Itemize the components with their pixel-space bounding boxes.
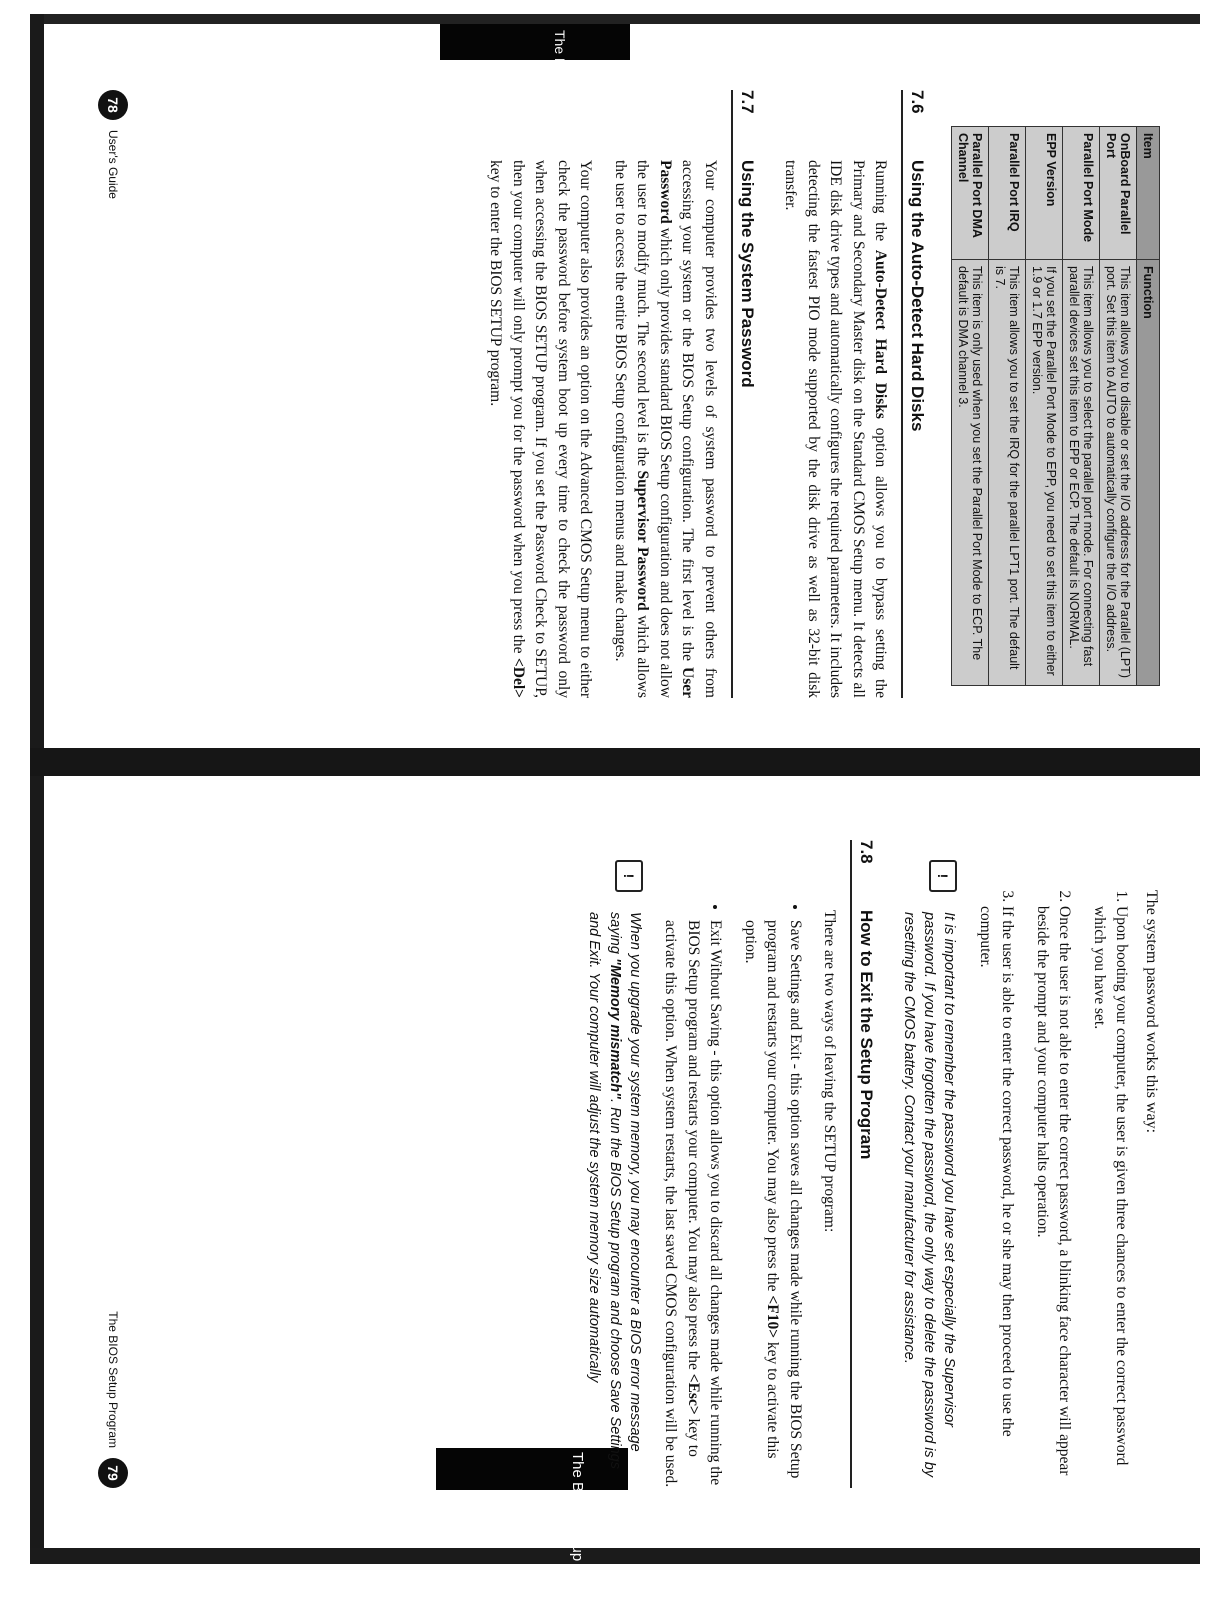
table-cell-item: EPP Version [1026, 127, 1063, 260]
bold-term: Supervisor Password [634, 470, 652, 611]
table-row [1063, 127, 1100, 686]
parallel-port-table [951, 126, 1160, 686]
table-cell-function: This item allows you to disable or set the I/O address for the Parallel (LPT) port. Set this item to AUTO to automatically configure the I/O address. [1100, 260, 1137, 686]
bold-term: User Password [656, 160, 697, 698]
text-run: key to activate this option. When system restarts, the last saved CMOS configuration will be used. [662, 920, 702, 1488]
text-run: Your computer provides two levels of system password to prevent others from accessing your system or the BIOS Setup configuration. The first level is the [679, 160, 719, 698]
list-item: 1. Upon booting your computer, the user is given three chances to enter the correct password which you have set. [1087, 906, 1132, 1488]
page-footer [98, 830, 128, 1498]
footer-label: User's Guide [106, 130, 120, 199]
list-item: 3. If the user is able to enter the correct password, he or she may then proceed to use the computer. [973, 906, 1018, 1488]
info-note-icon: ! [615, 860, 643, 892]
table-cell-item: OnBoard Parallel Port [1100, 127, 1137, 260]
section-title: Using the Auto-Detect Hard Disks [908, 160, 927, 432]
table-cell-item: Parallel Port DMA Channel [952, 127, 989, 260]
section-heading-7-7 [731, 90, 757, 698]
note-callout [584, 860, 645, 1488]
text-run: Exit Without Saving - this option allows you to discard all changes made while running the BIOS Setup program and restarts your computer. You may also press the [684, 920, 725, 1486]
page-footer [98, 80, 128, 698]
scan-border-left [30, 14, 44, 1564]
text-run: Running the [872, 160, 889, 250]
text-run: option allows you to bypass setting the Primary and Secondary Master disk on the Standard CMOS Setup menu. It detects all IDE disk drive types and automatically configures the required parameters. It includes detecting the fastest PIO mode supported by the disk drive as well as 32-bit disk transfer. [782, 160, 889, 698]
table-cell-item: Parallel Port IRQ [989, 127, 1026, 260]
info-note-icon: ! [929, 860, 957, 892]
section-heading-7-6 [901, 90, 927, 698]
list-item: 2. Once the user is not able to enter the correct password, a blinking face character will appear beside the prompt and your computer halts operation. [1030, 906, 1075, 1488]
note-text: It is important to remember the password you have set especially the Supervisor password. If you have forgotten the password, the only way to delete the password is by resetting the CMOS battery. Contact your manufacturer for assistance. [900, 912, 958, 1478]
paragraph [779, 160, 891, 698]
page-78 [70, 30, 1200, 748]
table-row [1026, 127, 1063, 686]
paragraph: There are two ways of leaving the SETUP program: [821, 910, 839, 1233]
scan-border-top [30, 14, 1200, 24]
note-text [584, 912, 645, 1488]
paragraph [484, 160, 596, 698]
paragraph [608, 160, 720, 698]
table-header-row [1137, 127, 1160, 686]
note-callout [898, 860, 959, 1488]
page-79 [70, 780, 1200, 1548]
section-title: Using the System Password [737, 160, 757, 388]
key-name: <F10> [764, 1295, 782, 1339]
section-number: 7.7 [737, 90, 757, 114]
table-cell-function: This item allows you to select the parallel port mode. For connecting fast parallel devices set this item to EPP or ECP. The default is NORMAL. [1063, 260, 1100, 686]
table-cell-function: If you set the Parallel Port Mode to EPP, you need to set this item to either 1.9 or 1.7 EPP version. [1026, 260, 1063, 686]
table-cell-function: This item is only used when you set the Parallel Port Mode to ECP. The default is DMA channel 3. [952, 260, 989, 686]
bold-term: "Memory mismatch" [606, 957, 623, 1100]
footer-label: The BIOS Setup Program [106, 1311, 120, 1448]
table-cell-item: Parallel Port Mode [1063, 127, 1100, 260]
exit-options-list [659, 900, 806, 1488]
key-name: <Esc> [684, 1373, 702, 1415]
text-run: key to enter the BIOS SETUP program. [487, 160, 505, 407]
column-header: Function [1137, 260, 1160, 686]
page-number-badge: 79 [98, 1458, 128, 1488]
table-row [952, 127, 989, 686]
section-heading-7-8 [850, 840, 876, 1488]
text-run: key to activate this option. [741, 920, 782, 1459]
intro-text: The system password works this way: [1143, 890, 1160, 1134]
key-name: <Del> [509, 657, 527, 698]
text-run: which allows the user to access the entire BIOS Setup configuration menus and make changes. [611, 160, 652, 698]
table-cell-function: This item allows you to set the IRQ for the parallel LPT1 port. The default is 7. [989, 260, 1026, 686]
text-run: . Run the BIOS Setup program and choose Save Settings and Exit. Your computer will adjust the system memory size automatically [586, 912, 623, 1470]
running-tab-label: The BIOS Setup Program [552, 30, 568, 190]
text-run: Your computer also provides an option on the Advanced CMOS Setup menu to either check the password before system boot up every time to check the password only when accessing the BIOS SETUP program. If you set the Password Check to SETUP, then your computer will only prompt you for the password when you press the [509, 160, 595, 698]
bold-term: Auto-Detect Hard Disks [872, 249, 889, 419]
section-title: How to Exit the Setup Program [857, 910, 877, 1160]
running-tab-label: The BIOS Setup Program [569, 1452, 586, 1623]
section-number: 7.8 [857, 840, 877, 864]
table-row [1100, 127, 1137, 686]
page-gutter [30, 748, 1200, 776]
scan-border-bottom [30, 1548, 1200, 1564]
column-header: Item [1137, 127, 1160, 260]
text-run: which only provides standard BIOS Setup configuration and does not allow the user to modify much. The second level is the [634, 160, 674, 698]
text-run: When you upgrade your system memory, you may encounter a BIOS error message saying [606, 912, 644, 1452]
password-steps-list [973, 880, 1132, 1488]
list-item [738, 920, 805, 1488]
section-number: 7.6 [908, 90, 927, 114]
table-row [989, 127, 1026, 686]
page-number-badge: 78 [98, 90, 128, 120]
list-item [659, 920, 726, 1488]
text-run: Save Settings and Exit - this option saves all changes made while running the BIOS Setup program and restarts your computer. You may also press the [764, 920, 804, 1479]
